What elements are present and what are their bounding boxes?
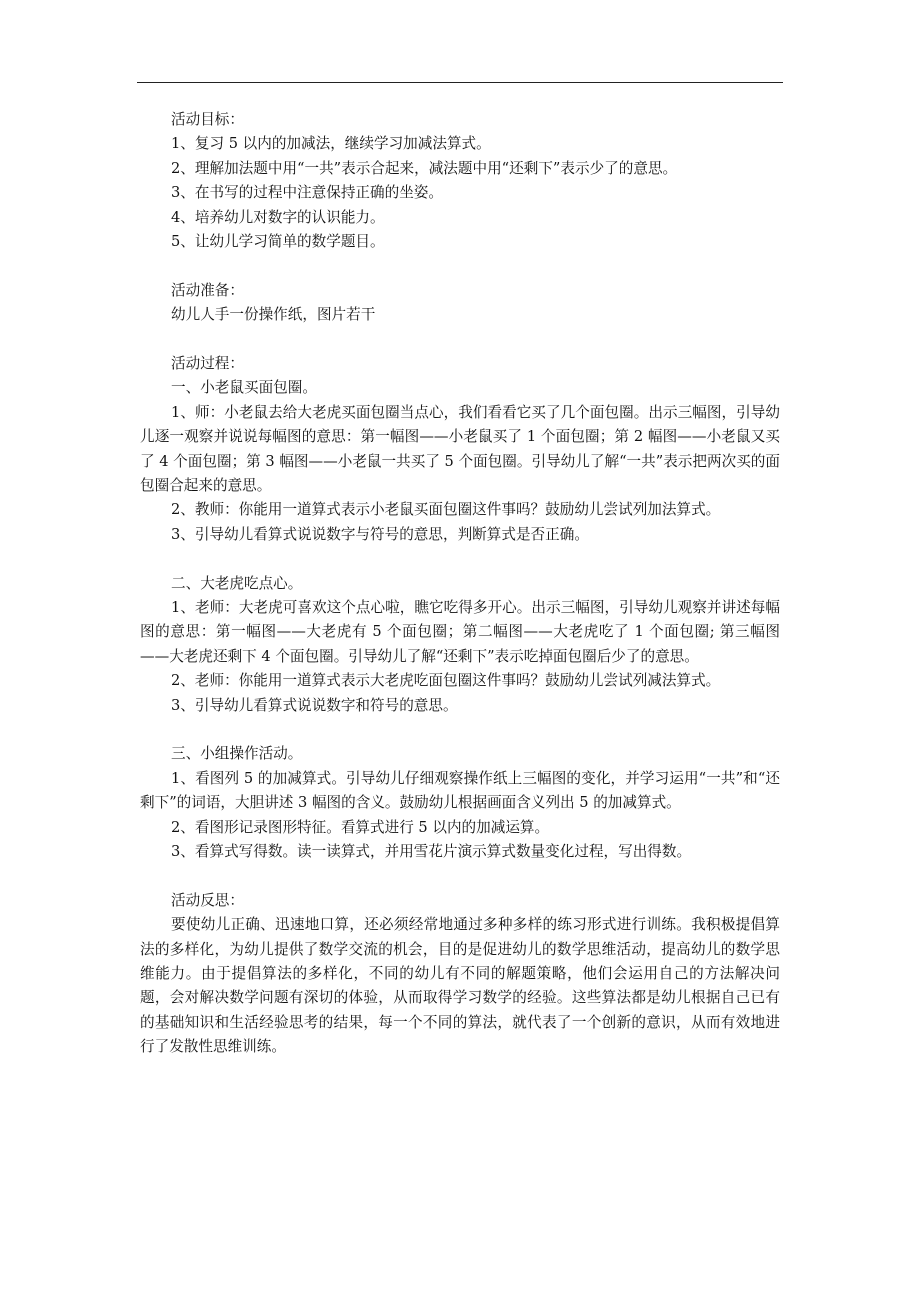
spacer [140,718,780,742]
reflection-paragraph: 要使幼儿正确、迅速地口算，还必须经常地通过多种多样的练习形式进行训练。我积极提倡算法的多样化，为幼儿提供了数学交流的机会，目的是促进幼儿的数学思维活动，提高幼儿的数学思维能力。由于提倡算法的多样化，不同的幼儿有不同的解题策略，他们会运用自己的方法解决问题，会对解决数学问题有深切的体验，从而取得学习数学的经验。这些算法都是幼儿根据自己已有的基础知识和生活经验思考的结果，每一个不同的算法，就代表了一个创新的意识，从而有效地进行了发散性思维训练。 [140,916,780,1056]
section3-paragraph-1: 1、看图列 5 的加减算式。引导幼儿仔细观察操作纸上三幅图的变化，并学习运用“一共”和“还剩下”的词语，大胆讲述 3 幅图的含义。鼓励幼儿根据画面含义列出 5 的加减算式。 [140,769,780,812]
spacer [140,864,780,888]
section1-title: 一、小老鼠买面包圈。 [171,379,317,397]
header-rule [137,82,783,83]
goal-item-2: 2、理解加法题中用“一共”表示合起来，减法题中用“还剩下”表示少了的意思。 [171,159,678,177]
section2-paragraph-3: 3、引导幼儿看算式说说数字和符号的意思。 [171,696,458,714]
document-body [140,108,780,1060]
goal-item-4: 4、培养幼儿对数字的认识能力。 [171,208,385,226]
reflection-heading: 活动反思： [171,891,244,909]
goals-heading: 活动目标： [171,111,244,128]
goal-item-3: 3、在书写的过程中注意保持正确的坐姿。 [171,184,443,202]
section1-paragraph-2: 2、教师：你能用一道算式表示小老鼠买面包圈这件事吗？鼓励幼儿尝试列加法算式。 [171,501,721,519]
goal-item-1: 1、复习 5 以内的加减法，继续学习加减法算式。 [171,135,491,153]
prep-heading: 活动准备： [171,281,244,299]
spacer [140,328,780,352]
section1-paragraph-1: 1、师：小老鼠去给大老虎买面包圈当点心，我们看看它买了几个面包圈。出示三幅图，引导幼儿逐一观察并说说每幅图的意思：第一幅图——小老鼠买了 1 个面包圈；第 2 幅图——小老鼠又买了 4 个面包圈；第 3 幅图——小老鼠一共买了 5 个面包圈。引导幼儿了解“一共”表示把两次买的面包圈合起来的意思。 [140,403,780,494]
section2-paragraph-2: 2、老师：你能用一道算式表示大老虎吃面包圈这件事吗？鼓励幼儿尝试列减法算式。 [171,672,721,690]
prep-text: 幼儿人手一份操作纸，图片若干 [171,306,376,324]
spacer [140,547,780,571]
goal-item-5: 5、让幼儿学习简单的数学题目。 [171,232,385,250]
section3-title: 三、小组操作活动。 [171,745,303,763]
section3-paragraph-2: 2、看图形记录图形特征。看算式进行 5 以内的加减运算。 [171,818,550,836]
process-heading: 活动过程： [171,354,244,372]
section2-paragraph-1: 1、老师：大老虎可喜欢这个点心啦，瞧它吃得多开心。出示三幅图，引导幼儿观察并讲述每幅图的意思：第一幅图——大老虎有 5 个面包圈；第二幅图——大老虎吃了 1 个面包圈; 第三幅图——大老虎还剩下 4 个面包圈。引导幼儿了解“还剩下”表示吃掉面包圈后少了的意思。 [140,598,780,665]
section3-paragraph-3: 3、看算式写得数。读一读算式，并用雪花片演示算式数量变化过程，写出得数。 [171,842,692,860]
spacer [140,254,780,278]
section2-title: 二、大老虎吃点心。 [171,574,303,592]
section1-paragraph-3: 3、引导幼儿看算式说说数字与符号的意思，判断算式是否正确。 [171,525,589,543]
